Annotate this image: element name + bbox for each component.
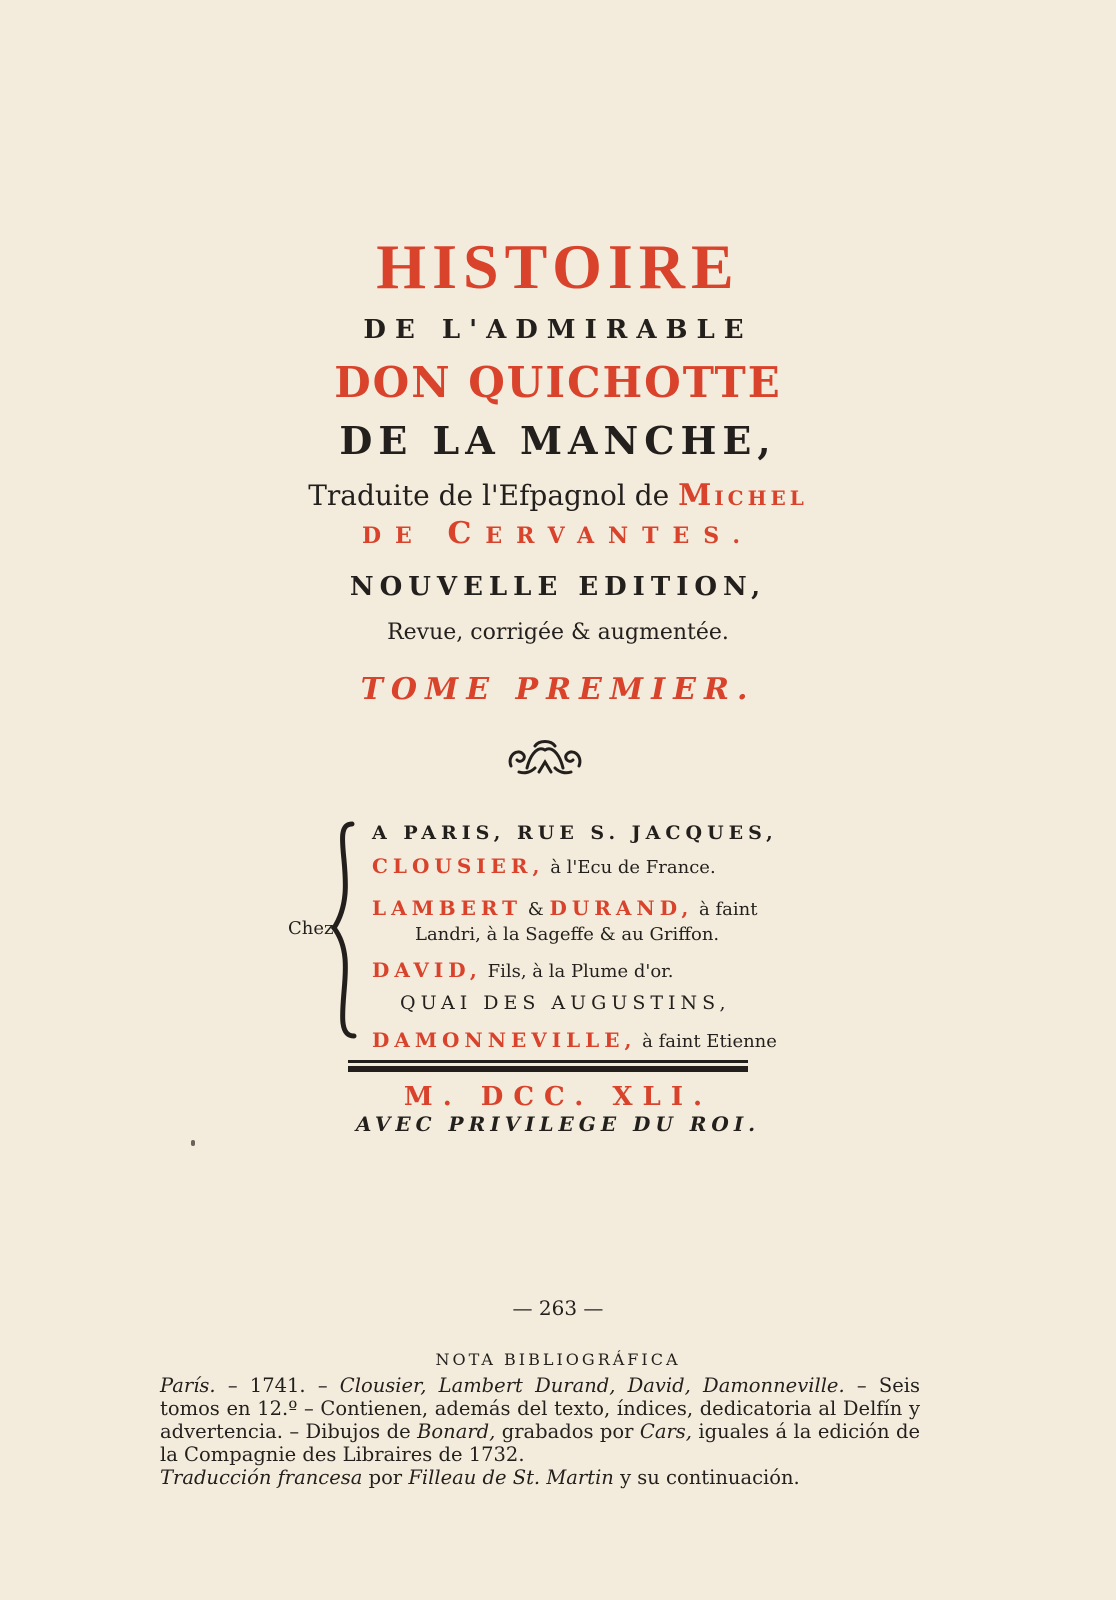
ink-speck: [191, 1140, 195, 1146]
imprint-line-damonneville: [372, 1028, 777, 1052]
nota-por: por: [362, 1466, 409, 1489]
imprint-damonneville-address: à faint Etienne: [636, 1031, 777, 1052]
nota-paragraph-1: [160, 1374, 920, 1466]
rule-thick: [348, 1066, 748, 1072]
author-de: DE: [361, 523, 448, 549]
imprint-line-quai: QUAI DES AUGUSTINS,: [400, 992, 731, 1014]
imprint-line-lambert-durand: [372, 896, 757, 920]
translation-prefix: Traduite de l'Efpagnol de: [308, 479, 679, 512]
author-first-initial: M: [678, 478, 715, 513]
nota-engraved-by: grabados por: [495, 1420, 640, 1443]
page-number: — 263 —: [512, 1296, 604, 1320]
imprint-clousier-address: à l'Ecu de France.: [544, 857, 716, 878]
imprint-line-landri: Landri, à la Sageffe & au Griffon.: [415, 924, 720, 945]
printer-damonneville: DAMONNEVILLE,: [372, 1028, 637, 1052]
author-last-rest: ERVANTES.: [485, 523, 755, 549]
nota-continuation: y su continuación.: [613, 1466, 800, 1489]
imprint-and: &: [522, 899, 550, 920]
nota-translator: Filleau de St. Martin: [408, 1466, 614, 1489]
publication-date: M. DCC. XLI.: [403, 1082, 713, 1112]
nota-title: NOTA BIBLIOGRÁFICA: [435, 1350, 681, 1369]
author-line: [0, 516, 1116, 551]
imprint-line-paris: A PARIS, RUE S. JACQUES,: [372, 822, 778, 844]
author-last-initial: C: [447, 516, 486, 551]
title-de-ladmirable: DE L'ADMIRABLE: [363, 315, 753, 345]
chez-label: Chez: [288, 918, 334, 939]
nota-description: – Seis tomos en 12.º – Contienen, además del texto, índices, dedicatoria al Delfín y advertencia. – Dibujos de: [160, 1374, 920, 1443]
imprint-line-david: [372, 958, 674, 982]
imprint-lambert-address: à faint: [693, 899, 758, 920]
revised-line: Revue, corrigée & augmentée.: [387, 620, 729, 645]
nota-illustrator: Bonard,: [417, 1420, 496, 1443]
title-de-la-manche: DE LA MANCHE,: [339, 418, 777, 463]
nota-printers: Clousier, Lambert Durand, David, Damonneville.: [339, 1374, 845, 1397]
nota-place: París.: [160, 1374, 216, 1397]
nota-paragraph-2: [160, 1466, 920, 1489]
printer-clousier: CLOUSIER,: [372, 854, 545, 878]
nota-translation-label: Traducción francesa: [160, 1466, 363, 1489]
title-histoire: HISTOIRE: [376, 231, 740, 302]
translation-line: [0, 478, 1116, 513]
author-first-rest: ICHEL: [714, 486, 808, 510]
printer-lambert: LAMBERT: [372, 896, 523, 920]
nota-body: [160, 1374, 920, 1489]
title-don-quichotte: DON QUICHOTTE: [334, 358, 782, 407]
imprint-david-address: Fils, à la Plume d'or.: [481, 961, 674, 982]
tome-line: TOME PREMIER.: [360, 672, 756, 707]
edition-line: NOUVELLE EDITION,: [349, 572, 767, 602]
printer-durand: DURAND,: [549, 896, 694, 920]
nota-year: – 1741. –: [215, 1374, 340, 1397]
fleuron-ornament-icon: [505, 738, 585, 778]
nota-edition-ref: iguales á la edición de la Compagnie des Libraires de 1732.: [160, 1420, 920, 1466]
rule-thin: [348, 1060, 748, 1063]
privilege-line: AVEC PRIVILEGE DU ROI.: [355, 1112, 761, 1136]
nota-engraver: Cars,: [639, 1420, 692, 1443]
printer-david: DAVID,: [372, 958, 482, 982]
imprint-line-clousier: [372, 854, 716, 878]
curly-brace-icon: [330, 820, 360, 1040]
